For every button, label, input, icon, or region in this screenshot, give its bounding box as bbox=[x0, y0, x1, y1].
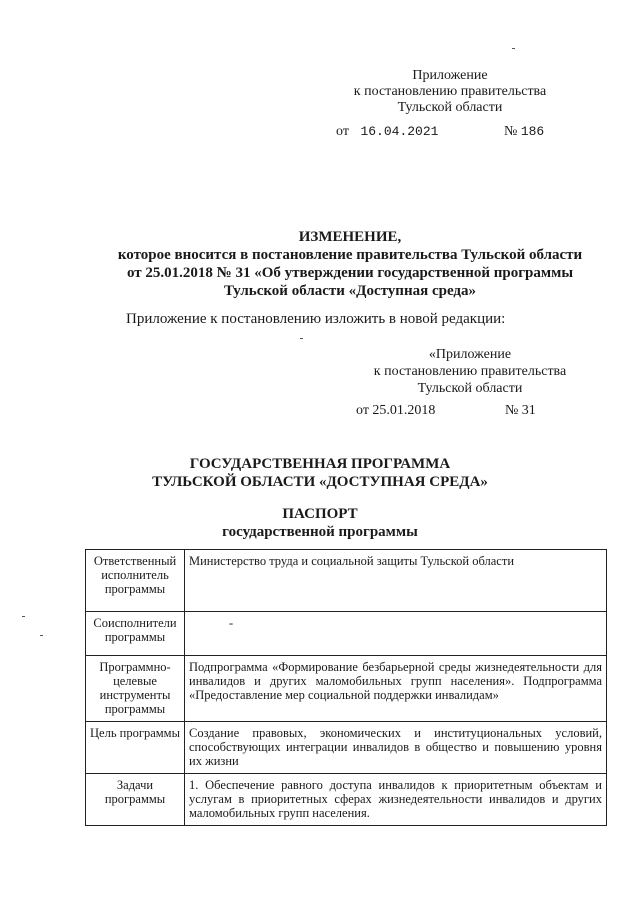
quoted-appendix-line: «Приложение bbox=[428, 347, 512, 362]
appendix-line: к постановлению правительства bbox=[353, 84, 547, 99]
scan-speck bbox=[300, 338, 303, 339]
table-row bbox=[86, 774, 607, 826]
program-title-line: ТУЛЬСКОЙ ОБЛАСТИ «ДОСТУПНАЯ СРЕДА» bbox=[152, 474, 488, 490]
quoted-date: от 25.01.2018 bbox=[356, 403, 436, 418]
scan-speck bbox=[512, 48, 515, 49]
table-row bbox=[86, 612, 607, 656]
title-line: которое вносится в постановление правительства Тульской области bbox=[117, 247, 583, 263]
change-title bbox=[60, 228, 640, 300]
appendix-line: Тульской области bbox=[397, 100, 503, 115]
row-value: Министерство труда и социальной защиты Тульской области bbox=[185, 550, 607, 612]
appendix-line: Приложение bbox=[412, 68, 488, 83]
title-heading: ИЗМЕНЕНИЕ, bbox=[298, 229, 402, 245]
title-line: Тульской области «Доступная среда» bbox=[223, 283, 477, 299]
passport-title: ПАСПОРТ bbox=[282, 506, 358, 522]
table-row bbox=[86, 656, 607, 722]
resolution-date: 16.04.2021 bbox=[360, 124, 439, 139]
row-label: Программно-целевые инструменты программы bbox=[86, 656, 185, 722]
row-label: Соисполнители программы bbox=[86, 612, 185, 656]
date-prefix: от bbox=[336, 124, 349, 139]
quoted-dateline bbox=[356, 403, 536, 419]
row-label: Цель программы bbox=[86, 722, 185, 774]
table-row bbox=[86, 550, 607, 612]
number-prefix: № bbox=[503, 124, 518, 139]
row-value: - bbox=[185, 612, 607, 656]
row-value: Подпрограмма «Формирование безбарьерной среды жизнедеятельности для инвалидов и других маломобильных групп населения». Подпрограмма «Предоставление мер социальной поддержки инвалидам» bbox=[185, 656, 607, 722]
passport-heading bbox=[120, 505, 520, 541]
row-label: Ответственный исполнитель программы bbox=[86, 550, 185, 612]
scan-speck bbox=[22, 616, 25, 617]
passport-table bbox=[85, 549, 607, 826]
quoted-appendix-line: к постановлению правительства bbox=[373, 364, 567, 379]
resolution-dateline bbox=[336, 124, 544, 140]
appendix-header bbox=[300, 68, 600, 116]
passport-subtitle: государственной программы bbox=[222, 524, 418, 540]
quoted-appendix-line: Тульской области bbox=[417, 381, 523, 396]
program-title bbox=[90, 455, 550, 491]
quoted-number: № 31 bbox=[504, 403, 536, 418]
row-value: Создание правовых, экономических и институциональных условий, способствующих интеграции инвалидов в общество и повышению уровня их жизни bbox=[185, 722, 607, 774]
table-row bbox=[86, 722, 607, 774]
scan-speck bbox=[40, 635, 43, 636]
title-line: от 25.01.2018 № 31 «Об утверждении государственной программы bbox=[126, 265, 574, 281]
resolution-number: 186 bbox=[520, 124, 545, 139]
row-label: Задачи программы bbox=[86, 774, 185, 826]
program-title-line: ГОСУДАРСТВЕННАЯ ПРОГРАММА bbox=[189, 456, 451, 472]
intro-text: Приложение к постановлению изложить в новой редакции: bbox=[126, 311, 506, 327]
row-value: 1. Обеспечение равного доступа инвалидов к приоритетным объектам и услугам в приоритетных сферах жизнедеятельности инвалидов и других маломобильных групп населения. bbox=[185, 774, 607, 826]
quoted-appendix bbox=[300, 346, 640, 397]
